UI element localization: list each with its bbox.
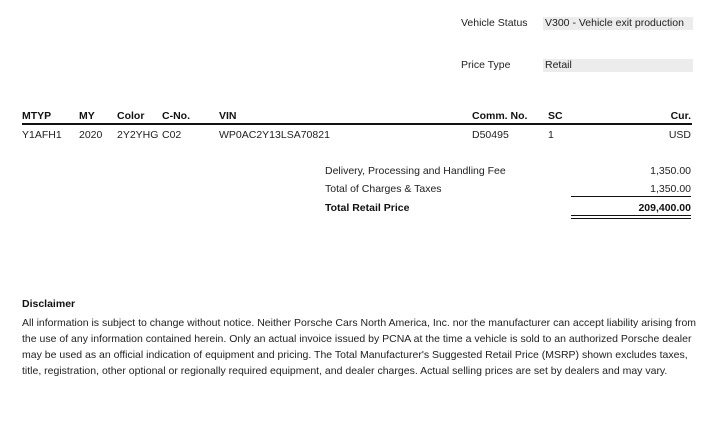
total-charges-label: Total of Charges & Taxes xyxy=(325,183,442,195)
total-retail-price-double-underline xyxy=(571,215,691,219)
col-header-vin: VIN xyxy=(219,110,237,122)
cell-sc: 1 xyxy=(548,129,554,141)
disclaimer-text: All information is subject to change without notice. Neither Porsche Cars North America, Inc. nor the manufacturer can accept liability arising from the use of any information contained herein. Only an actual invoice issued by PCNA at the time a vehicle is sold to an authorized Porsche dealer may be used as an official indication of equipment and pricing. The Total Manufacturer's Suggested Retail Price (MSRP) shown excludes taxes, title, registration, other optional or regionally required equipment, and dealer charges. Actual selling prices are set by dealers and may vary. xyxy=(22,317,697,377)
cell-vin: WP0AC2Y13LSA70821 xyxy=(219,129,330,141)
table-header-rule xyxy=(22,123,692,125)
disclaimer-title: Disclaimer xyxy=(22,298,76,310)
col-header-sc: SC xyxy=(548,110,563,122)
price-type-value: Retail xyxy=(543,59,693,72)
delivery-fee-label: Delivery, Processing and Handling Fee xyxy=(325,165,506,177)
col-header-color: Color xyxy=(117,110,145,122)
cell-comm-no: D50495 xyxy=(472,129,509,141)
vehicle-status-label: Vehicle Status xyxy=(461,17,528,29)
total-retail-price-label: Total Retail Price xyxy=(325,202,410,214)
cell-my: 2020 xyxy=(79,129,103,141)
total-retail-price-amount: 209,400.00 xyxy=(638,202,691,214)
vehicle-status-value: V300 - Vehicle exit production xyxy=(543,17,693,30)
col-header-comm-no: Comm. No. xyxy=(472,110,528,122)
col-header-currency: Cur. xyxy=(670,110,691,122)
price-type-label: Price Type xyxy=(461,59,511,71)
cell-color: 2Y2YHG xyxy=(117,129,159,141)
cell-mtyp: Y1AFH1 xyxy=(22,129,62,141)
col-header-cno: C-No. xyxy=(162,110,190,122)
cell-cno: C02 xyxy=(162,129,182,141)
total-charges-amount: 1,350.00 xyxy=(650,183,691,195)
delivery-fee-amount: 1,350.00 xyxy=(650,165,691,177)
cell-currency: USD xyxy=(668,129,691,141)
total-charges-underline xyxy=(571,196,691,197)
col-header-my: MY xyxy=(79,110,95,122)
col-header-mtyp: MTYP xyxy=(22,110,52,122)
